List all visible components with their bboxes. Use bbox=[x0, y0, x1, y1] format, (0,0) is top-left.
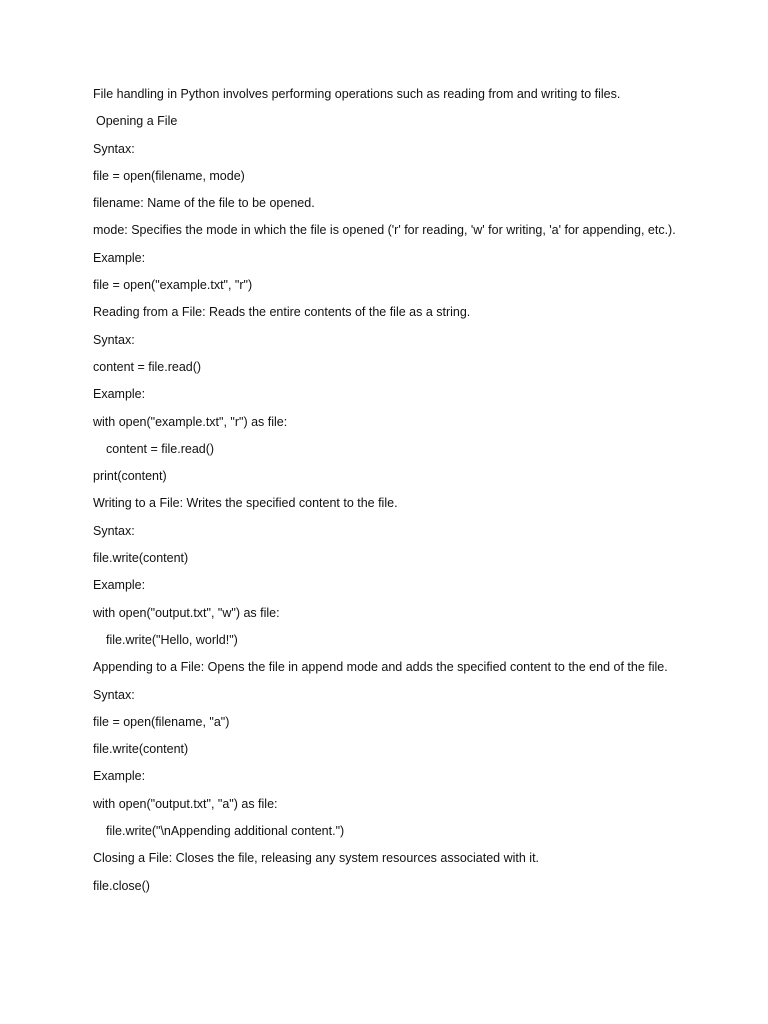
code-line: file = open(filename, mode) bbox=[93, 168, 245, 183]
syntax-label: Syntax: bbox=[93, 523, 135, 538]
section-heading-writing: Writing to a File: Writes the specified content to the file. bbox=[93, 496, 398, 511]
code-line-indented: file.write("\nAppending additional content.") bbox=[106, 824, 345, 839]
code-line: with open("example.txt", "r") as file: bbox=[93, 414, 288, 429]
example-label: Example: bbox=[93, 578, 146, 593]
code-line-indented: content = file.read() bbox=[106, 441, 215, 456]
example-label: Example: bbox=[93, 387, 146, 402]
code-line: file.close() bbox=[93, 878, 150, 893]
code-line: content = file.read() bbox=[93, 359, 202, 374]
section-heading-appending: Appending to a File: Opens the file in append mode and adds the specified content to the end of the file. bbox=[93, 660, 668, 675]
example-label: Example: bbox=[93, 769, 146, 784]
section-heading-closing: Closing a File: Closes the file, releasing any system resources associated with it. bbox=[93, 851, 540, 866]
code-line: print(content) bbox=[93, 469, 167, 484]
example-label: Example: bbox=[93, 250, 146, 265]
section-heading-reading: Reading from a File: Reads the entire contents of the file as a string. bbox=[93, 305, 471, 320]
document-body bbox=[93, 86, 683, 905]
param-description-mode: mode: Specifies the mode in which the file is opened ('r' for reading, 'w' for writing, 'a' for appending, etc.). bbox=[93, 223, 676, 238]
syntax-label: Syntax: bbox=[93, 141, 135, 156]
code-line-indented: file.write("Hello, world!") bbox=[106, 632, 238, 647]
syntax-label: Syntax: bbox=[93, 687, 135, 702]
syntax-label: Syntax: bbox=[93, 332, 135, 347]
code-line: with open("output.txt", "w") as file: bbox=[93, 605, 280, 620]
code-line: file.write(content) bbox=[93, 551, 189, 566]
section-heading-opening: Opening a File bbox=[96, 114, 178, 129]
code-line: file = open("example.txt", "r") bbox=[93, 278, 253, 293]
intro-paragraph: File handling in Python involves performing operations such as reading from and writing to files. bbox=[93, 87, 621, 101]
code-line: file = open(filename, "a") bbox=[93, 714, 230, 729]
param-description-filename: filename: Name of the file to be opened. bbox=[93, 196, 315, 211]
code-line: file.write(content) bbox=[93, 742, 189, 757]
code-line: with open("output.txt", "a") as file: bbox=[93, 796, 278, 811]
